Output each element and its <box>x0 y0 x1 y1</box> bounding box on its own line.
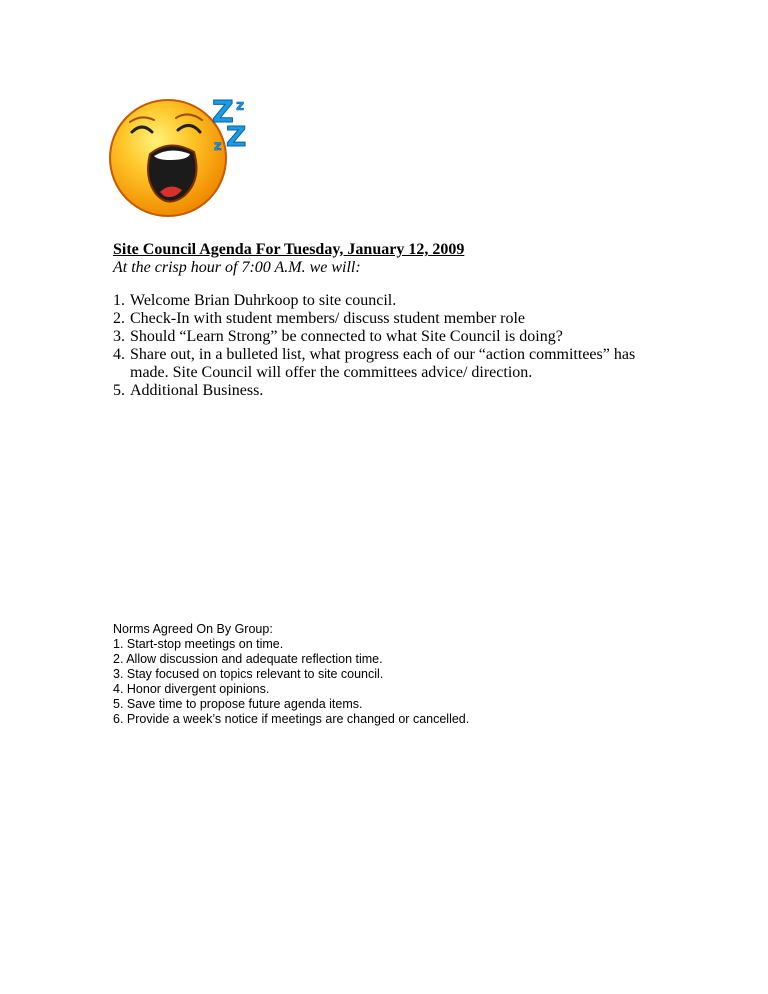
svg-text:Z: Z <box>226 120 247 153</box>
agenda-item-text: Additional Business. <box>130 382 264 399</box>
norm-item: 4. Honor divergent opinions. <box>113 682 270 696</box>
agenda-item <box>113 310 673 328</box>
norm-item: 5. Save time to propose future agenda items. <box>113 697 363 711</box>
agenda-item <box>113 292 673 310</box>
norm-item: 6. Provide a week’s notice if meetings are changed or cancelled. <box>113 712 470 726</box>
agenda-item-number: 5. <box>113 382 125 399</box>
agenda-title: Site Council Agenda For Tuesday, January 12, 2009 <box>113 241 465 258</box>
norms-section <box>113 622 469 727</box>
agenda-list <box>113 292 673 400</box>
norm-item: 2. Allow discussion and adequate reflection time. <box>113 652 383 666</box>
norm-item: 1. Start-stop meetings on time. <box>113 637 284 651</box>
svg-text:z: z <box>236 98 245 114</box>
agenda-item <box>113 346 673 382</box>
agenda-item-number: 1. <box>113 292 125 309</box>
agenda-item-number: 3. <box>113 328 125 345</box>
agenda-item-text: Welcome Brian Duhrkoop to site council. <box>130 292 397 309</box>
agenda-item-number: 2. <box>113 310 125 327</box>
agenda-item-number: 4. <box>113 346 125 363</box>
agenda-item-text: Share out, in a bulleted list, what progress each of our “action committees” has made. Site Council will offer the committees advice/ direction. <box>130 346 636 381</box>
svg-text:z: z <box>214 139 222 154</box>
sleeping-yawning-smiley-icon <box>108 92 278 224</box>
svg-text:Z: Z <box>212 95 234 130</box>
agenda-item <box>113 382 673 400</box>
agenda-subtitle: At the crisp hour of 7:00 A.M. we will: <box>113 259 361 276</box>
agenda-item-text: Check-In with student members/ discuss student member role <box>130 310 526 327</box>
agenda-item-text: Should “Learn Strong” be connected to what Site Council is doing? <box>130 328 563 345</box>
norms-heading: Norms Agreed On By Group: <box>113 622 273 636</box>
norm-item: 3. Stay focused on topics relevant to site council. <box>113 667 384 681</box>
agenda-item <box>113 328 673 346</box>
